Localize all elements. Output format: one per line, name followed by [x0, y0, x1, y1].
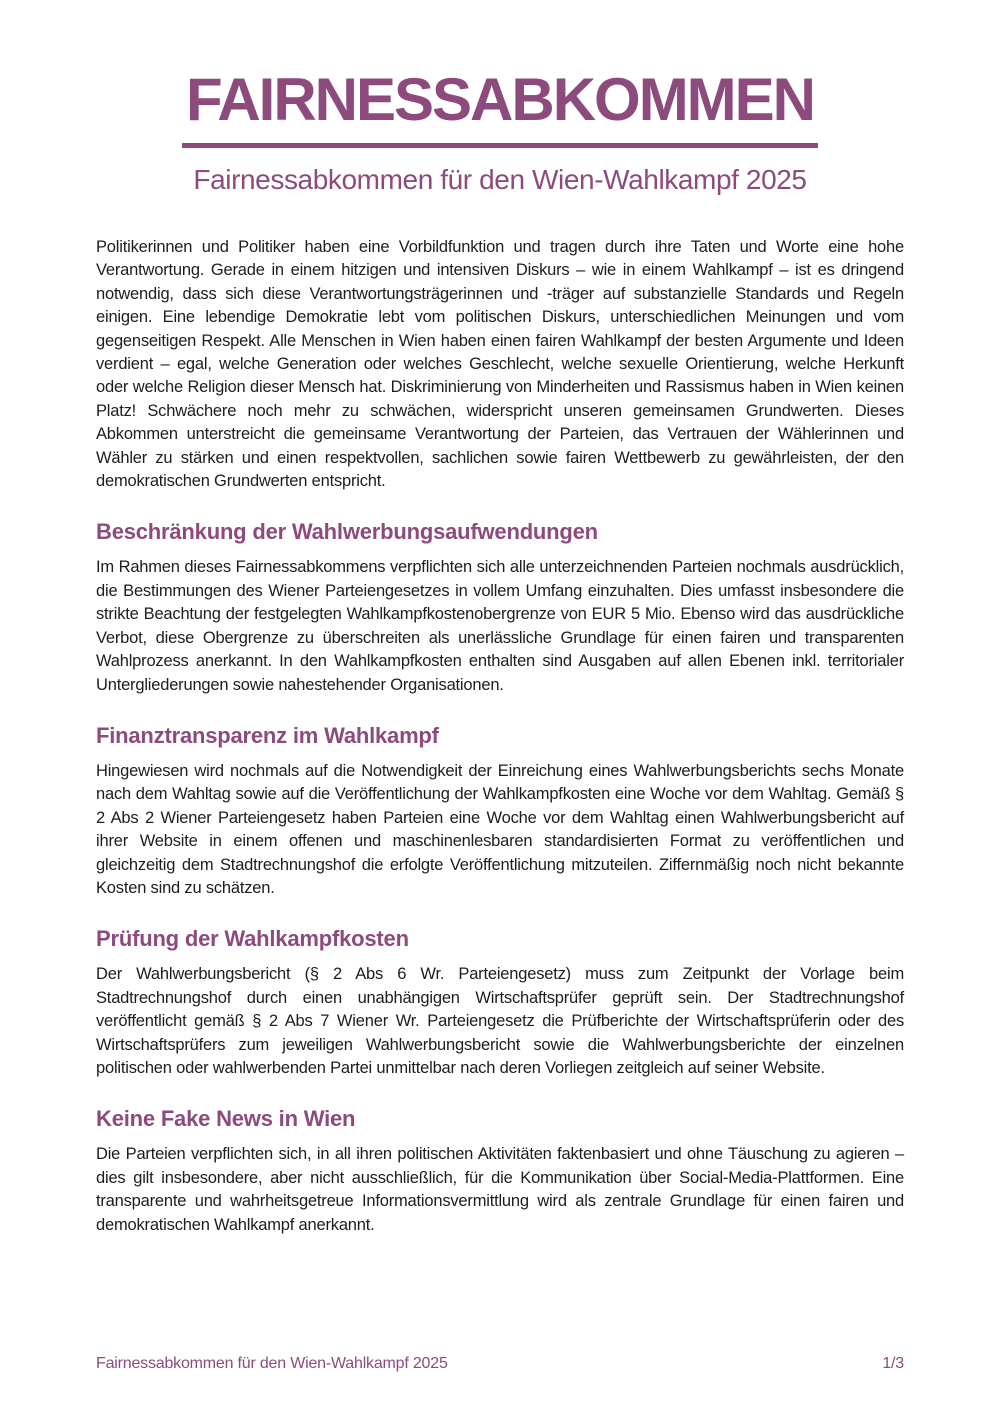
section-heading-finanztransparenz: Finanztransparenz im Wahlkampf [96, 722, 439, 748]
section-heading-pruefung: Prüfung der Wahlkampfkosten [96, 926, 409, 952]
document-title: FAIRNESSABKOMMEN [182, 70, 818, 148]
document-footer [96, 1354, 904, 1374]
section-finanztransparenz [96, 723, 904, 900]
intro-paragraph: Politikerinnen und Politiker haben eine Vorbildfunktion und tragen durch ihre Taten und Worte eine hohe Verantwortung. Gerade in einem hitzigen und intensiven Diskurs – wie in einem Wahlkampf – ist es dringend notwendig, dass sich diese Verantwortungsträgerinnen und -träger auf substanzielle Standards und Regeln einigen. Eine lebendige Demokratie lebt vom politischen Diskurs, unterschiedlichen Meinungen und vom gegenseitigen Respekt. Alle Menschen in Wien haben einen fairen Wahlkampf der besten Argumente und Ideen verdient – egal, welche Generation oder welches Geschlecht, welche sexuelle Orientierung, welche Herkunft oder welche Religion dieser Mensch hat. Diskriminierung von Minderheiten und Rassismus haben in Wien keinen Platz! Schwächere noch mehr zu schwächen, widerspricht unseren gemeinsamen Grundwerten. Dieses Abkommen unterstreicht die gemeinsame Verantwortung der Parteien, das Vertrauen der Wählerinnen und Wähler zu stärken und einen respektvollen, sachlichen sowie fairen Wettbewerb zu gewährleisten, der den demokratischen Grundwerten entspricht. [96, 238, 904, 491]
section-paragraph: Die Parteien verpflichten sich, in all ihren politischen Aktivitäten faktenbasiert und ohne Täuschung zu agieren – dies gilt insbesondere, aber nicht ausschließlich, für die Kommunikation über Social-Media-Plattformen. Eine transparente und wahrheitsgetreue Informationsvermittlung wird als zentrale Grundlage für einen fairen und demokratischen Wahlkampf anerkannt. [96, 1145, 904, 1234]
section-wahlwerbungsaufwendungen [96, 519, 904, 696]
section-paragraph: Der Wahlwerbungsbericht (§ 2 Abs 6 Wr. Parteiengesetz) muss zum Zeitpunkt der Vorlage beim Stadtrechnungshof durch einen unabhängigen Wirtschaftsprüfer geprüft sein. Der Stadtrechnungshof veröffentlicht gemäß § 2 Abs 7 Wiener Wr. Parteiengesetz die Prüfberichte der Wirtschaftsprüferin oder des Wirtschaftsprüfers zum jeweiligen Wahlwerbungsbericht sowie die Wahlwerbungsberichte der einzelnen politischen oder wahlwerbenden Partei unmittelbar nach deren Vorliegen zeitgleich auf seiner Website. [96, 965, 904, 1077]
document-body [96, 236, 904, 1237]
document-header [96, 0, 904, 196]
section-heading-fake-news: Keine Fake News in Wien [96, 1106, 356, 1132]
document-subtitle: Fairnessabkommen für den Wien-Wahlkampf 2025 [193, 164, 807, 195]
section-heading-wahlwerbungsaufwendungen: Beschränkung der Wahlwerbungsaufwendungen [96, 519, 598, 545]
footer-document-name: Fairnessabkommen für den Wien-Wahlkampf 2025 [96, 1355, 448, 1372]
section-pruefung [96, 926, 904, 1080]
section-fake-news [96, 1106, 904, 1237]
section-paragraph: Hingewiesen wird nochmals auf die Notwendigkeit der Einreichung eines Wahlwerbungsberichts sechs Monate nach dem Wahltag sowie auf die Veröffentlichung der Wahlkampfkosten eine Woche vor dem Wahltag. Gemäß § 2 Abs 2 Wiener Parteiengesetz haben Parteien eine Woche vor dem Wahltag einen Wahlwerbungsbericht auf ihrer Website in einem offenen und maschinenlesbaren standardisierten Format zu veröffentlichen und gleichzeitig dem Stadtrechnungshof die erfolgte Veröffentlichung mitzuteilen. Ziffernmäßig noch nicht bekannte Kosten sind zu schätzen. [96, 761, 904, 897]
footer-page-indicator: 1/3 [882, 1355, 904, 1372]
section-paragraph: Im Rahmen dieses Fairnessabkommens verpflichten sich alle unterzeichnenden Parteien nochmals ausdrücklich, die Bestimmungen des Wiener Parteiengesetzes in vollem Umfang einzuhalten. Dies umfasst insbesondere die strikte Beachtung der festgelegten Wahlkampfkostenobergrenze von EUR 5 Mio. Ebenso wird das ausdrückliche Verbot, diese Obergrenze zu überschreiten als unerlässliche Grundlage für einen fairen und transparenten Wahlprozess anerkannt. In den Wahlkampfkosten enthalten sind Ausgaben auf allen Ebenen inkl. territorialer Untergliederungen sowie nahestehender Organisationen. [96, 558, 904, 694]
